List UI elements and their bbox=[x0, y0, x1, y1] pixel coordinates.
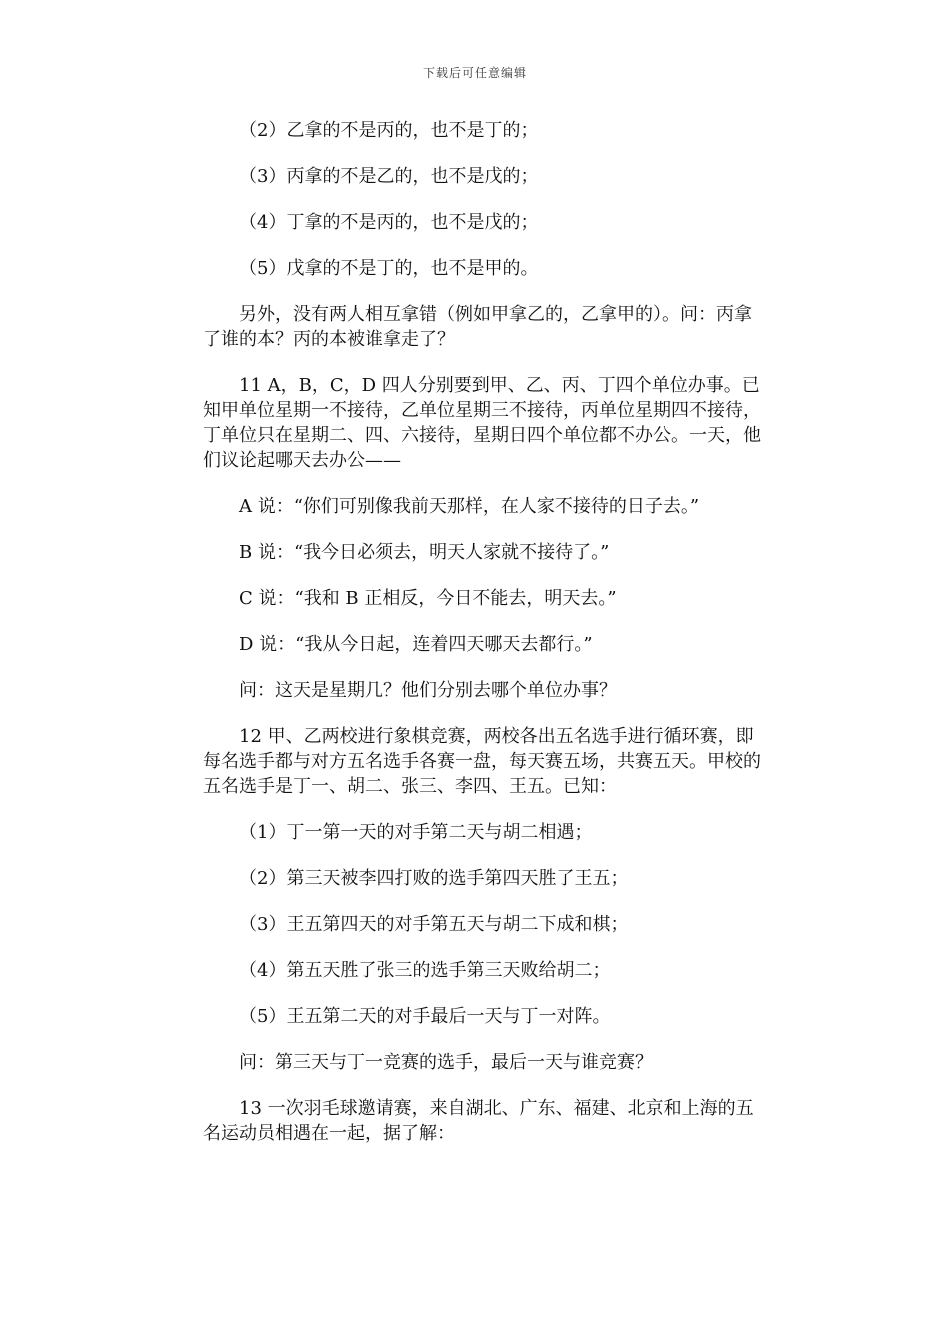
statement-d: D 说：“我从今日起，连着四天哪天去都行。” bbox=[239, 634, 593, 655]
clue-5: （5）王五第二天的对手最后一天与丁一对阵。 bbox=[239, 1006, 611, 1027]
question-10-text: 另外，没有两人相互拿错（例如甲拿乙的，乙拿甲的）。问：丙拿了谁的本？丙的本被谁拿走了？ bbox=[203, 304, 752, 350]
condition-3: （3）丙拿的不是乙的，也不是戊的； bbox=[239, 166, 539, 187]
condition-4: （4）丁拿的不是丙的，也不是戊的； bbox=[239, 212, 539, 233]
condition-2: （2）乙拿的不是丙的，也不是丁的； bbox=[239, 120, 539, 141]
clue-4: （4）第五天胜了张三的选手第三天败给胡二； bbox=[239, 960, 611, 981]
statement-b: B 说：“我今日必须去，明天人家就不接待了。” bbox=[239, 542, 610, 563]
problem-13-text: 13 一次羽毛球邀请赛，来自湖北、广东、福建、北京和上海的五名运动员相遇在一起，据了解： bbox=[203, 1098, 754, 1144]
statement-a: A 说：“你们可别像我前天那样，在人家不接待的日子去。” bbox=[239, 496, 700, 517]
question-11: 问：这天是星期几？他们分别去哪个单位办事？ bbox=[239, 680, 617, 701]
problem-12-text: 12 甲、乙两校进行象棋竞赛，两校各出五名选手进行循环赛，即每名选手都与对方五名选手各赛一盘，每天赛五场，共赛五天。甲校的五名选手是丁一、胡二、张三、李四、王五。已知： bbox=[203, 726, 761, 797]
statement-c: C 说：“我和 B 正相反，今日不能去，明天去。” bbox=[239, 588, 617, 609]
clue-2: （2）第三天被李四打败的选手第四天胜了王五； bbox=[239, 868, 629, 889]
condition-5: （5）戊拿的不是丁的，也不是甲的。 bbox=[239, 258, 539, 279]
document-body bbox=[203, 118, 763, 1167]
clue-1: （1）丁一第一天的对手第二天与胡二相遇； bbox=[239, 822, 593, 843]
clue-3: （3）王五第四天的对手第五天与胡二下成和棋； bbox=[239, 914, 629, 935]
problem-11-text: 11 A，B，C，D 四人分别要到甲、乙、丙、丁四个单位办事。已知甲单位星期一不接待，乙单位星期三不接待，丙单位星期四不接待，丁单位只在星期二、四、六接待，星期日四个单位都不办公。一天，他们议论起哪天去办公—— bbox=[203, 375, 761, 471]
question-12: 问：第三天与丁一竞赛的选手，最后一天与谁竞赛？ bbox=[239, 1052, 653, 1073]
page-header: 下载后可任意编辑 bbox=[422, 66, 527, 80]
